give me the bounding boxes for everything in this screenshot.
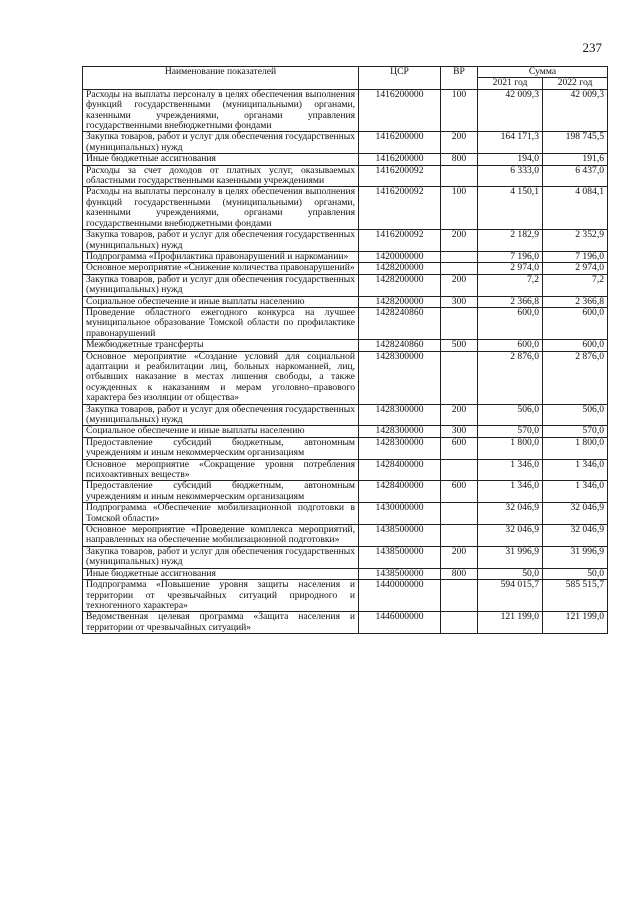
cell-csr: 1428200000 [359, 274, 441, 296]
cell-v2022: 198 745,5 [543, 132, 608, 154]
table-row [83, 612, 608, 634]
cell-v2021: 2 366,8 [478, 296, 543, 307]
table-row [83, 546, 608, 568]
cell-csr: 1428240860 [359, 340, 441, 351]
cell-v2021: 7,2 [478, 274, 543, 296]
cell-name: Закупка товаров, работ и услуг для обеспечения государственных (муниципальных) нужд [83, 230, 359, 252]
cell-v2022: 2 352,9 [543, 230, 608, 252]
cell-v2021: 506,0 [478, 404, 543, 426]
cell-vr: 200 [441, 404, 478, 426]
cell-csr: 1428400000 [359, 481, 441, 503]
cell-vr [441, 165, 478, 187]
table-row [83, 404, 608, 426]
cell-v2021: 6 333,0 [478, 165, 543, 187]
cell-vr: 300 [441, 426, 478, 437]
cell-vr: 200 [441, 546, 478, 568]
table-row [83, 525, 608, 547]
table-row [83, 437, 608, 459]
cell-vr: 200 [441, 132, 478, 154]
table-row [83, 481, 608, 503]
cell-v2021: 2 974,0 [478, 263, 543, 274]
cell-name: Закупка товаров, работ и услуг для обеспечения государственных (муниципальных) нужд [83, 274, 359, 296]
table-row [83, 263, 608, 274]
cell-vr: 600 [441, 437, 478, 459]
cell-v2021: 4 150,1 [478, 187, 543, 230]
table-row [83, 580, 608, 612]
cell-name: Проведение областного ежегодного конкурса на лучшее муниципальное образование Томской области по профилактике правонарушений [83, 307, 359, 339]
cell-name: Ведомственная целевая программа «Защита населения и территории от чрезвычайных ситуаций» [83, 612, 359, 634]
cell-name: Расходы на выплаты персоналу в целях обеспечения выполнения функций государственными (муниципальными) органами, казенными учреждениями, органами управления государственными внебюджетными фондами [83, 89, 359, 132]
cell-name: Основное мероприятие «Проведение комплекса мероприятий, направленных на обеспечение мобилизационной подготовки» [83, 525, 359, 547]
cell-vr: 100 [441, 89, 478, 132]
cell-v2022: 32 046,9 [543, 525, 608, 547]
cell-csr: 1428300000 [359, 404, 441, 426]
cell-vr: 200 [441, 230, 478, 252]
cell-name: Подпрограмма «Повышение уровня защиты населения и территории от чрезвычайных ситуаций природного и техногенного характера» [83, 580, 359, 612]
cell-csr: 1416200092 [359, 230, 441, 252]
cell-name: Закупка товаров, работ и услуг для обеспечения государственных (муниципальных) нужд [83, 132, 359, 154]
cell-vr: 800 [441, 568, 478, 579]
cell-v2021: 600,0 [478, 340, 543, 351]
cell-vr [441, 459, 478, 481]
cell-v2021: 42 009,3 [478, 89, 543, 132]
cell-vr: 100 [441, 187, 478, 230]
cell-name: Закупка товаров, работ и услуг для обеспечения государственных (муниципальных) нужд [83, 546, 359, 568]
header-2022: 2022 год [543, 78, 608, 89]
cell-v2022: 6 437,0 [543, 165, 608, 187]
cell-v2021: 1 346,0 [478, 459, 543, 481]
header-name: Наименование показателей [83, 67, 359, 90]
cell-v2022: 7 196,0 [543, 251, 608, 262]
cell-v2021: 32 046,9 [478, 503, 543, 525]
cell-vr: 600 [441, 481, 478, 503]
cell-v2021: 121 199,0 [478, 612, 543, 634]
cell-name: Социальное обеспечение и иные выплаты населению [83, 296, 359, 307]
table-row [83, 274, 608, 296]
cell-name: Иные бюджетные ассигнования [83, 568, 359, 579]
table-row [83, 340, 608, 351]
table-row [83, 230, 608, 252]
cell-name: Подпрограмма «Профилактика правонарушений и наркомании» [83, 251, 359, 262]
cell-v2022: 1 346,0 [543, 481, 608, 503]
cell-csr: 1428200000 [359, 263, 441, 274]
table-row [83, 89, 608, 132]
cell-csr: 1430000000 [359, 503, 441, 525]
table-row [83, 351, 608, 404]
cell-v2022: 7,2 [543, 274, 608, 296]
cell-name: Закупка товаров, работ и услуг для обеспечения государственных (муниципальных) нужд [83, 404, 359, 426]
cell-v2021: 570,0 [478, 426, 543, 437]
cell-v2022: 585 515,7 [543, 580, 608, 612]
cell-vr [441, 351, 478, 404]
cell-v2021: 594 015,7 [478, 580, 543, 612]
cell-v2021: 164 171,3 [478, 132, 543, 154]
cell-vr [441, 251, 478, 262]
cell-v2022: 2 366,8 [543, 296, 608, 307]
table-row [83, 568, 608, 579]
cell-v2022: 1 346,0 [543, 459, 608, 481]
cell-v2022: 600,0 [543, 340, 608, 351]
cell-csr: 1438500000 [359, 568, 441, 579]
cell-name: Предоставление субсидий бюджетным, автономным учреждениям и иным некоммерческим организациям [83, 437, 359, 459]
cell-csr: 1428200000 [359, 296, 441, 307]
cell-v2022: 191,6 [543, 154, 608, 165]
cell-csr: 1420000000 [359, 251, 441, 262]
cell-v2021: 2 876,0 [478, 351, 543, 404]
cell-csr: 1428300000 [359, 351, 441, 404]
cell-name: Иные бюджетные ассигнования [83, 154, 359, 165]
cell-v2022: 600,0 [543, 307, 608, 339]
cell-v2022: 570,0 [543, 426, 608, 437]
cell-v2022: 32 046,9 [543, 503, 608, 525]
cell-csr: 1438500000 [359, 525, 441, 547]
cell-csr: 1416200092 [359, 187, 441, 230]
cell-name: Подпрограмма «Обеспечение мобилизационной подготовки в Томской области» [83, 503, 359, 525]
cell-vr [441, 503, 478, 525]
header-2021: 2021 год [478, 78, 543, 89]
cell-name: Предоставление субсидий бюджетным, автономным учреждениям и иным некоммерческим организациям [83, 481, 359, 503]
cell-csr: 1440000000 [359, 580, 441, 612]
cell-csr: 1416200000 [359, 89, 441, 132]
table-row [83, 154, 608, 165]
cell-name: Социальное обеспечение и иные выплаты населению [83, 426, 359, 437]
cell-v2021: 2 182,9 [478, 230, 543, 252]
cell-v2021: 32 046,9 [478, 525, 543, 547]
cell-v2021: 1 800,0 [478, 437, 543, 459]
budget-table [82, 66, 608, 634]
header-vr: ВР [441, 67, 478, 90]
table-row [83, 307, 608, 339]
table-row [83, 459, 608, 481]
cell-vr [441, 263, 478, 274]
cell-csr: 1446000000 [359, 612, 441, 634]
table-row [83, 251, 608, 262]
cell-name: Расходы на выплаты персоналу в целях обеспечения выполнения функций государственными (муниципальными) органами, казенными учреждениями, органами управления государственными внебюджетными фондами [83, 187, 359, 230]
page-number: 237 [582, 40, 602, 55]
cell-v2022: 506,0 [543, 404, 608, 426]
cell-vr [441, 307, 478, 339]
cell-v2022: 4 084,1 [543, 187, 608, 230]
cell-vr [441, 580, 478, 612]
cell-v2022: 1 800,0 [543, 437, 608, 459]
cell-v2021: 194,0 [478, 154, 543, 165]
cell-csr: 1416200092 [359, 165, 441, 187]
cell-v2022: 2 974,0 [543, 263, 608, 274]
cell-csr: 1416200000 [359, 132, 441, 154]
cell-csr: 1438500000 [359, 546, 441, 568]
table-row [83, 132, 608, 154]
cell-name: Расходы за счет доходов от платных услуг, оказываемых областными государственными казенными учреждениями [83, 165, 359, 187]
cell-name: Основное мероприятие «Создание условий для социальной адаптации и реабилитации лиц, больных наркоманией, лиц, отбывших наказание в местах лишения свободы, а также осужденных к наказаниям и мерам уголовно–правового характера без изоляции от общества» [83, 351, 359, 404]
header-csr: ЦСР [359, 67, 441, 90]
cell-csr: 1428300000 [359, 426, 441, 437]
cell-vr: 500 [441, 340, 478, 351]
cell-name: Основное мероприятие «Снижение количества правонарушений» [83, 263, 359, 274]
cell-name: Основное мероприятие «Сокращение уровня потребления психоактивных веществ» [83, 459, 359, 481]
cell-v2021: 31 996,9 [478, 546, 543, 568]
cell-vr: 800 [441, 154, 478, 165]
cell-v2021: 600,0 [478, 307, 543, 339]
cell-csr: 1416200000 [359, 154, 441, 165]
table-row [83, 503, 608, 525]
cell-v2021: 1 346,0 [478, 481, 543, 503]
cell-v2022: 31 996,9 [543, 546, 608, 568]
cell-vr: 200 [441, 274, 478, 296]
header-sum: Сумма [478, 67, 608, 78]
cell-csr: 1428400000 [359, 459, 441, 481]
cell-v2022: 121 199,0 [543, 612, 608, 634]
cell-v2021: 7 196,0 [478, 251, 543, 262]
cell-vr: 300 [441, 296, 478, 307]
cell-v2022: 42 009,3 [543, 89, 608, 132]
table-row [83, 426, 608, 437]
table-row [83, 296, 608, 307]
table-row [83, 187, 608, 230]
table-row [83, 165, 608, 187]
cell-csr: 1428240860 [359, 307, 441, 339]
cell-csr: 1428300000 [359, 437, 441, 459]
cell-name: Межбюджетные трансферты [83, 340, 359, 351]
cell-v2021: 50,0 [478, 568, 543, 579]
cell-v2022: 50,0 [543, 568, 608, 579]
cell-v2022: 2 876,0 [543, 351, 608, 404]
cell-vr [441, 525, 478, 547]
cell-vr [441, 612, 478, 634]
